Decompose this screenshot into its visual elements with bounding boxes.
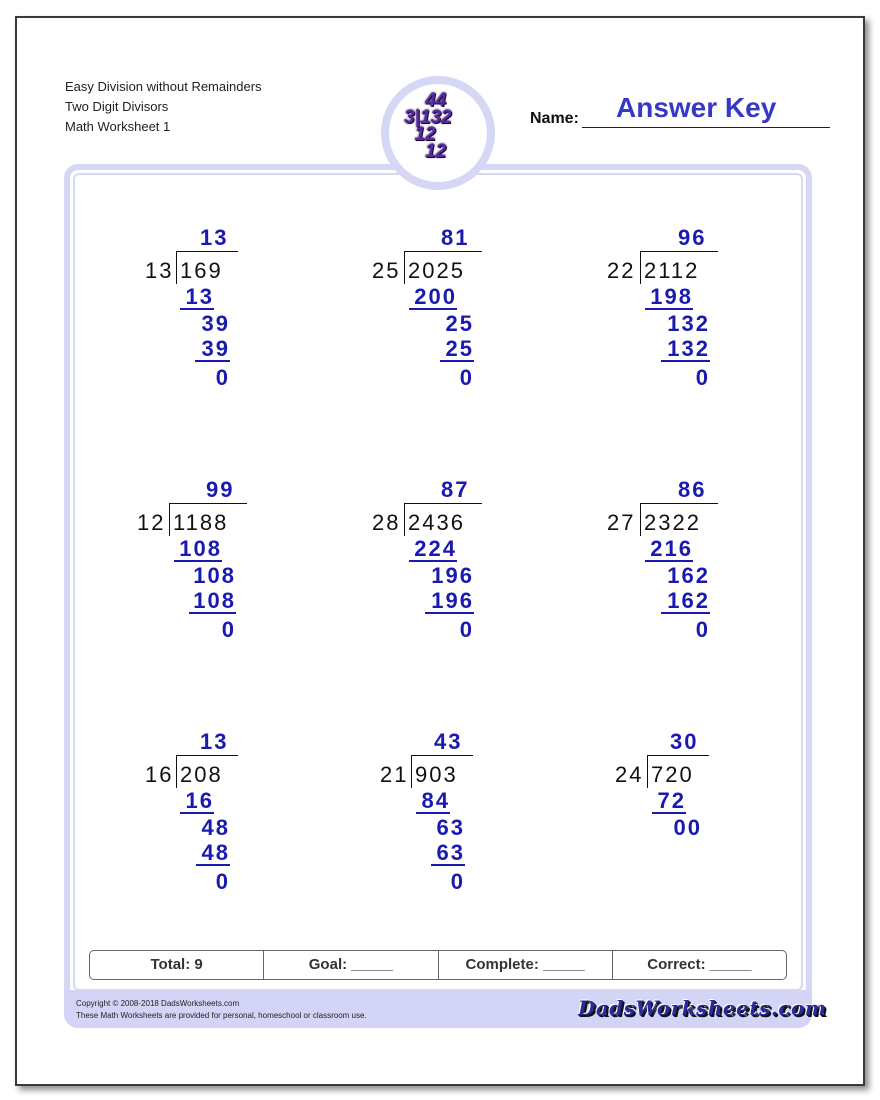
long-division-logo-icon bbox=[404, 92, 474, 166]
step-subtract: 25 bbox=[440, 338, 474, 362]
step-remainder: 48 bbox=[201, 815, 230, 840]
quotient: 87 bbox=[441, 477, 470, 502]
quotient: 86 bbox=[678, 477, 707, 502]
quotient: 99 bbox=[206, 477, 235, 502]
name-label: Name: bbox=[530, 110, 579, 127]
step-subtract: 108 bbox=[174, 538, 222, 562]
step-remainder: 0 bbox=[215, 365, 230, 390]
quotient: 81 bbox=[441, 225, 470, 250]
step-remainder: 00 bbox=[673, 815, 702, 840]
worksheet-subtitle: Two Digit Divisors bbox=[65, 99, 169, 114]
logo-line: 3|132 bbox=[404, 107, 452, 128]
step-remainder: 0 bbox=[459, 617, 474, 642]
step-remainder: 108 bbox=[193, 563, 236, 588]
dividend: 1188 bbox=[169, 503, 247, 536]
complete-field: Complete: _____ bbox=[439, 951, 613, 979]
step-remainder: 0 bbox=[695, 365, 710, 390]
dadsworksheets-logo: DadsWorksheets.com bbox=[578, 996, 827, 1020]
step-subtract: 162 bbox=[661, 590, 710, 614]
divisor: 12 bbox=[137, 510, 166, 535]
worksheet-header bbox=[65, 77, 262, 137]
divisor: 27 bbox=[607, 510, 636, 535]
divisor: 13 bbox=[145, 258, 174, 283]
step-remainder: 132 bbox=[667, 311, 710, 336]
dividend: 720 bbox=[647, 755, 709, 788]
worksheet-number: Math Worksheet 1 bbox=[65, 119, 171, 134]
goal-field: Goal: _____ bbox=[264, 951, 438, 979]
step-remainder: 0 bbox=[215, 869, 230, 894]
step-remainder: 0 bbox=[221, 617, 236, 642]
name-field-line bbox=[582, 127, 830, 128]
quotient: 30 bbox=[670, 729, 699, 754]
step-subtract: 132 bbox=[661, 338, 710, 362]
step-remainder: 0 bbox=[459, 365, 474, 390]
step-subtract: 48 bbox=[196, 842, 230, 866]
divisor: 28 bbox=[372, 510, 401, 535]
quotient: 13 bbox=[200, 729, 229, 754]
divisor: 21 bbox=[380, 762, 409, 787]
step-subtract: 200 bbox=[409, 286, 457, 310]
copyright-notice bbox=[76, 998, 367, 1022]
logo-line: 12 bbox=[404, 124, 441, 145]
dividend: 169 bbox=[176, 251, 238, 284]
step-subtract: 224 bbox=[409, 538, 457, 562]
step-subtract: 13 bbox=[180, 286, 214, 310]
dividend: 2436 bbox=[404, 503, 482, 536]
step-subtract: 216 bbox=[645, 538, 693, 562]
logo-line: 12 bbox=[404, 141, 447, 162]
quotient: 43 bbox=[434, 729, 463, 754]
step-remainder: 63 bbox=[436, 815, 465, 840]
quotient: 13 bbox=[200, 225, 229, 250]
correct-field: Correct: _____ bbox=[647, 956, 752, 973]
step-subtract: 108 bbox=[189, 590, 236, 614]
divisor: 16 bbox=[145, 762, 174, 787]
step-remainder: 196 bbox=[431, 563, 474, 588]
step-subtract: 198 bbox=[645, 286, 693, 310]
step-remainder: 39 bbox=[201, 311, 230, 336]
step-subtract: 84 bbox=[416, 790, 450, 814]
step-subtract: 72 bbox=[652, 790, 686, 814]
step-remainder: 162 bbox=[667, 563, 710, 588]
copyright-text: Copyright © 2008-2018 DadsWorksheets.com bbox=[76, 999, 240, 1008]
total-count: Total: 9 bbox=[90, 951, 264, 979]
divisor: 25 bbox=[372, 258, 401, 283]
step-subtract: 63 bbox=[431, 842, 465, 866]
step-subtract: 16 bbox=[180, 790, 214, 814]
divisor: 24 bbox=[615, 762, 644, 787]
step-subtract: 39 bbox=[195, 338, 230, 362]
worksheet-title: Easy Division without Remainders bbox=[65, 79, 262, 94]
score-summary-bar bbox=[89, 950, 787, 980]
dividend: 903 bbox=[411, 755, 473, 788]
step-remainder: 25 bbox=[445, 311, 474, 336]
step-subtract: 196 bbox=[425, 590, 474, 614]
quotient: 96 bbox=[678, 225, 707, 250]
step-remainder: 0 bbox=[450, 869, 465, 894]
dividend: 2112 bbox=[640, 251, 718, 284]
logo-line: 44 bbox=[404, 90, 447, 111]
divisor: 22 bbox=[607, 258, 636, 283]
step-remainder: 0 bbox=[695, 617, 710, 642]
name-value-answer-key: Answer Key bbox=[616, 92, 777, 123]
usage-text: These Math Worksheets are provided for personal, homeschool or classroom use. bbox=[76, 1011, 367, 1020]
dividend: 2322 bbox=[640, 503, 718, 536]
dividend: 208 bbox=[176, 755, 238, 788]
dividend: 2025 bbox=[404, 251, 482, 284]
